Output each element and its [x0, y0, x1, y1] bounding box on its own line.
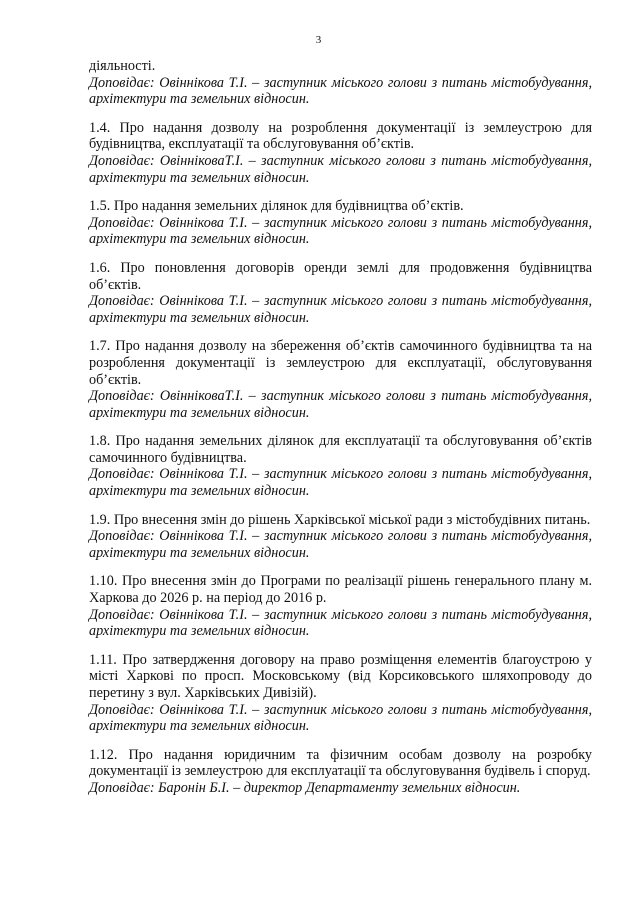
- item-title: 1.5. Про надання земельних ділянок для будівництва об’єктів.: [89, 198, 464, 215]
- item-reporter: Доповідає: Баронін Б.І. – директор Департаменту земельних відносин.: [89, 779, 521, 796]
- item-reporter: Доповідає: Овіннікова Т.І. – заступник міського голови з питань містобудування, архітектури та земельних відносин.: [89, 466, 592, 500]
- agenda-item-1-6: [89, 260, 592, 326]
- item-title: 1.4. Про надання дозволу на розроблення документації із землеустрою для будівництва, експлуатації та обслуговування об’єктів.: [89, 119, 592, 153]
- item-title: 1.11. Про затвердження договору на право розміщення елементів благоустрою у місті Харкові по просп. Московському (від Корсиковського шляхопроводу до перетину з вул. Харківських Дивізій).: [89, 651, 592, 701]
- item-title: 1.9. Про внесення змін до рішень Харківської міської ради з містобудівних питань.: [89, 511, 591, 528]
- item-reporter: Доповідає: Овіннікова Т.І. – заступник міського голови з питань містобудування, архітектури та земельних відносин.: [89, 606, 592, 640]
- item-reporter: Доповідає: ОвінніковаТ.І. – заступник міського голови з питань містобудування, архітектури та земельних відносин.: [89, 388, 592, 421]
- item-title: 1.10. Про внесення змін до Програми по реалізації рішень генерального плану м. Харкова до 2026 р. на період до 2016 р.: [89, 573, 592, 607]
- item-reporter: Доповідає: Овіннікова Т.І. – заступник міського голови з питань містобудування, архітектури та земельних відносин.: [89, 293, 592, 326]
- agenda-item-1-4: [89, 120, 592, 186]
- item-reporter: Доповідає: Овіннікова Т.І. – заступник міського голови з питань містобудування, архітектури та земельних відносин.: [89, 74, 592, 108]
- item-reporter: Доповідає: Овіннікова Т.І. – заступник міського голови з питань містобудування, архітектури та земельних відносин.: [89, 701, 592, 735]
- item-title: 1.8. Про надання земельних ділянок для експлуатації та обслуговування об’єктів самочинного будівництва.: [89, 433, 592, 466]
- agenda-item-1-7: [89, 338, 592, 421]
- page-number: 3: [315, 34, 322, 46]
- agenda-item-1-10: [89, 573, 592, 639]
- agenda-item-1-11: [89, 652, 592, 735]
- agenda-content: [89, 58, 592, 797]
- item-title: 1.6. Про поновлення договорів оренди землі для продовження будівництва об’єктів.: [89, 259, 592, 293]
- agenda-item-1-8: [89, 433, 592, 499]
- agenda-item-1-12: [89, 747, 592, 797]
- agenda-item-continuation: [89, 58, 592, 108]
- item-reporter: Доповідає: Овіннікова Т.І. – заступник міського голови з питань містобудування, архітектури та земельних відносин.: [89, 214, 592, 248]
- agenda-item-1-9: [89, 512, 592, 562]
- item-title: 1.12. Про надання юридичним та фізичним особам дозволу на розробку документації із землеустрою для експлуатації та обслуговування будівель і споруд.: [89, 746, 592, 780]
- item-title-continuation: діяльності.: [89, 58, 156, 74]
- agenda-item-1-5: [89, 198, 592, 248]
- item-reporter: Доповідає: Овіннікова Т.І. – заступник міського голови з питань містобудування, архітектури та земельних відносин.: [89, 528, 592, 561]
- item-reporter: Доповідає: ОвінніковаТ.І. – заступник міського голови з питань містобудування, архітектури та земельних відносин.: [89, 152, 592, 186]
- item-title: 1.7. Про надання дозволу на збереження об’єктів самочинного будівництва та на розроблення документації із землеустрою для експлуатації, обслуговування об’єктів.: [89, 338, 592, 388]
